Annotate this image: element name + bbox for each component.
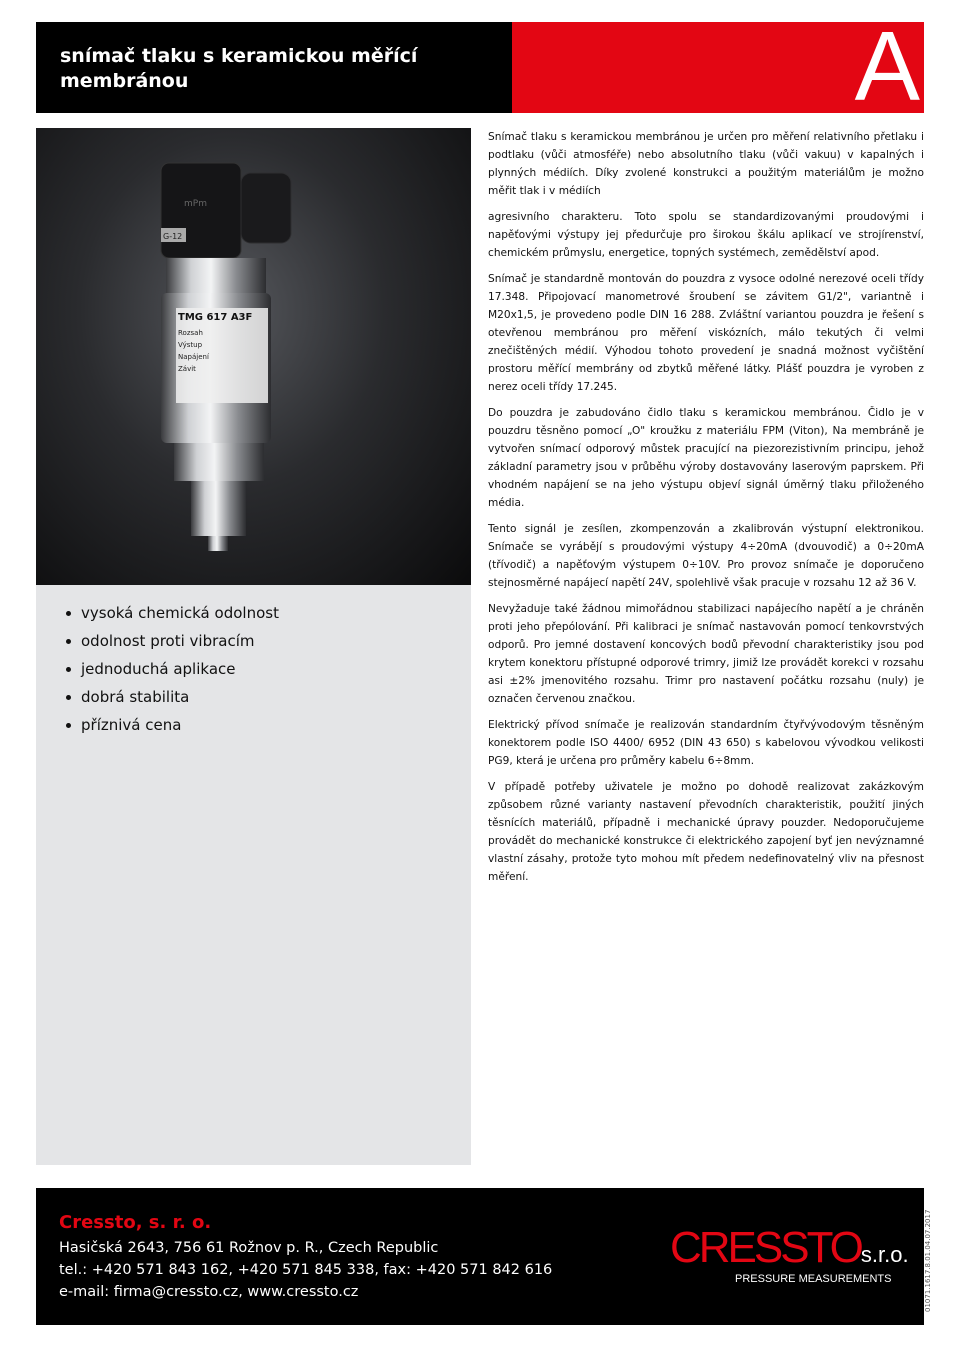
feature-item	[66, 711, 279, 739]
product-photo	[36, 128, 471, 585]
paragraph: Elektrický přívod snímače je realizován standardním čtyřvývodovým těsněným konektorem podle ISO 4400/ 6952 (DIN 43 650) s kabelovou vývodkou velikosti PG9, která je určena pro průměry kabelu 6÷8mm.	[488, 719, 924, 767]
bullet-icon	[66, 639, 71, 644]
bullet-icon	[66, 723, 71, 728]
connector-label: G-12	[163, 232, 183, 241]
footer	[36, 1188, 924, 1325]
page-title: snímač tlaku s keramickou měřící membránou	[60, 45, 418, 92]
bullet-icon	[66, 695, 71, 700]
feature-item	[66, 599, 279, 627]
company-phones: tel.: +420 571 843 162, +420 571 845 338, fax: +420 571 842 616	[59, 1262, 553, 1278]
paragraph: Snímač tlaku s keramickou membránou je určen pro měření relativního přetlaku i podtlaku (vůči atmosféře) nebo absolutního tlaku (vůči vakuu) v kapalných i plynných médiích. Díky zvolené konstrukci a použitým materiálům je možno měřit tlak i v médiích	[488, 131, 924, 197]
paragraph: Nevyžaduje také žádnou mimořádnou stabilizaci napájecího napětí a je chráněn proti jeho přepólování. Při kalibraci je snímač nastavován pomocí tenkovrstvých odporů. Pro jemné dostavení koncových bodů převodní charakteristiky jsou pod krytem konektoru přístupné odporové trimry, jimiž lze provádět korekci v rozsahu asi ±2% jmenovitého rozsahu. Trimr pro nastavení počátku rozsahu (nuly) je označen červenou značkou.	[488, 603, 924, 705]
company-contact[interactable]: e-mail: firma@cressto.cz, www.cressto.cz	[59, 1284, 359, 1300]
description-column	[488, 128, 924, 894]
document-number	[924, 1200, 942, 1312]
feature-item	[66, 683, 279, 711]
logo-suffix: s.r.o.	[860, 1242, 909, 1267]
logo-text: CRESSTO	[670, 1223, 861, 1272]
brand-mark: mPm	[184, 199, 207, 209]
paragraph: Snímač je standardně montován do pouzdra z vysoce odolné nerezové oceli třídy 17.348. Připojovací manometrové šroubení se závitem G1/2", variantně i M20x1,5, je provedeno podle DIN 16 288. Zvláštní variantou pouzdra je řešení s otevřenou membránou pro měření viskózních, málo tekutých či velmi znečištěných médií. Výhodou tohoto provedení je snadná možnost vyčištění prostoru měřící membrány od zbytků měřené látky. Plášť pouzdra je vyroben z nerez oceli třídy 17.245.	[488, 273, 924, 393]
spec-field: Napájení	[178, 353, 209, 361]
section-letter: A	[854, 11, 920, 121]
cressto-logo	[670, 1223, 909, 1277]
paragraph: agresivního charakteru. Toto spolu se standardizovanými proudovými i napěťovými výstupy jej předurčuje pro širokou škálu aplikací ve strojírenství, chemickém průmyslu, energetice, topných systémech, zemědělství apod.	[488, 211, 924, 259]
company-address: Hasičská 2643, 756 61 Rožnov p. R., Czech Republic	[59, 1240, 439, 1256]
feature-text: vysoká chemická odolnost	[81, 604, 279, 622]
feature-text: dobrá stabilita	[81, 688, 190, 706]
spec-field: Závit	[178, 365, 196, 373]
feature-item	[66, 655, 279, 683]
header-title-bar	[36, 22, 512, 113]
paragraph: V případě potřeby uživatele je možno po dohodě realizovat zakázkovým způsobem různé varianty nastavení převodních charakteristik, použití jiných těsnících materiálů, případně i mechanické úpravy pouzder. Nedoporučujeme provádět do mechanické konstrukce či elektrického zapojení byť jen nevýznamné vlastní zásahy, protože tyto mohou mít předem nedefinovatelný vliv na přesnost měření.	[488, 781, 924, 883]
bullet-icon	[66, 667, 71, 672]
pressure-sensor-image	[36, 128, 471, 585]
feature-text: odolnost proti vibracím	[81, 632, 255, 650]
spec-field: Výstup	[178, 341, 203, 349]
company-name: Cressto, s. r. o.	[59, 1212, 212, 1233]
feature-text: jednoduchá aplikace	[81, 660, 236, 678]
paragraph: Do pouzdra je zabudováno čidlo tlaku s keramickou membránou. Čidlo je v pouzdru těsněno pomocí „O" kroužku z materiálu FPM (Viton), Na membráně je vytvořen snímací odporový můstek pracující na piezorezistivním principu, jehož základní parametry jsou v průběhu výroby dostavovány laserovým paprskem. Při vhodném napájení se na jeho výstupu objeví signál úměrný tlaku přiloženého média.	[488, 407, 924, 509]
feature-text: příznivá cena	[81, 716, 182, 734]
feature-item	[66, 627, 279, 655]
document-number-text: 01071.1617.8.01.04.07.2017	[924, 1209, 932, 1312]
model-label: TMG 617 A3F	[178, 312, 253, 323]
logo-tagline: PRESSURE MEASUREMENTS	[735, 1273, 892, 1285]
paragraph: Tento signál je zesílen, zkompenzován a zkalibrován výstupní elektronikou. Snímače se vyrábějí s proudovými výstupy 4÷20mA (dvouvodič) a 0÷20mA (třívodič) a napěťovým výstupem 0÷10V. Pro provoz snímače je doporučeno stejnosměrné napájecí napětí 24V, spolehlivě však pracuje v rozsahu 12 až 36 V.	[488, 523, 924, 589]
feature-list	[66, 599, 279, 739]
spec-field: Rozsah	[178, 329, 203, 337]
features-panel	[36, 585, 471, 1165]
header-section-bar	[512, 11, 924, 121]
bullet-icon	[66, 611, 71, 616]
